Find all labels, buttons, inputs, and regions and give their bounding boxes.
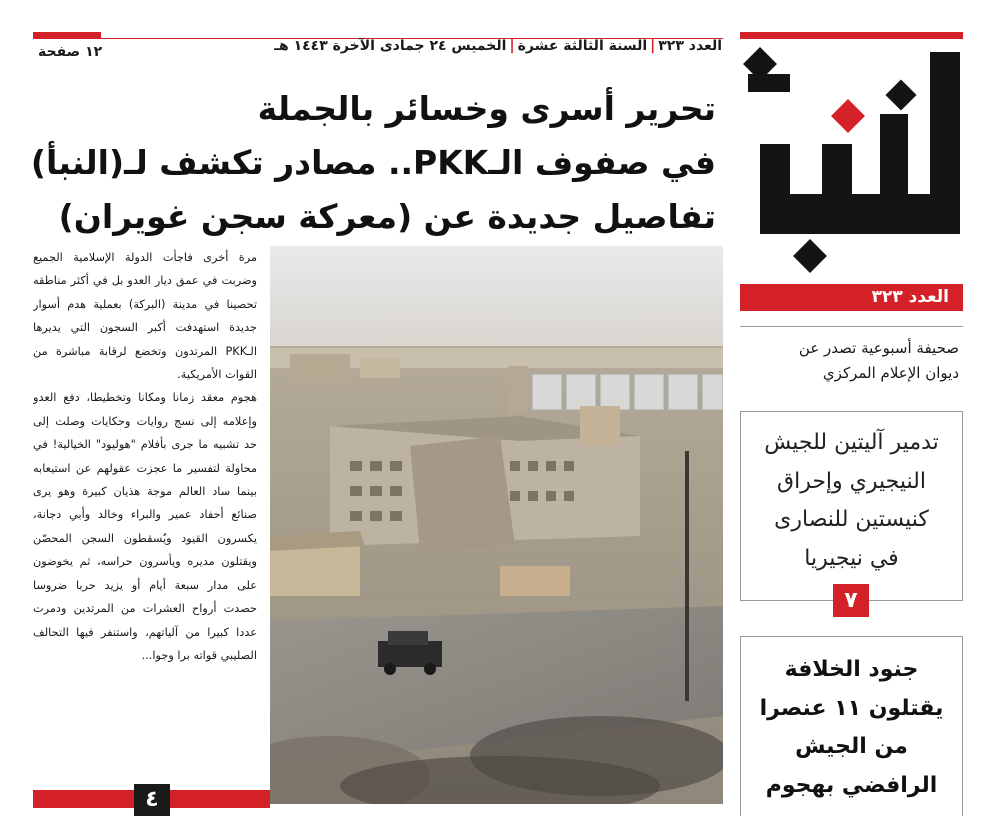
teaser-line: من الجيش (795, 734, 908, 759)
main-headline (30, 82, 716, 244)
headline-line-2: في صفوف الـPKK.. مصادر تكشف لـ(النبأ) (30, 143, 716, 182)
teaser-line: في نيجيريا (804, 545, 899, 571)
teaser-line: كنيستين للنصارى (774, 507, 929, 532)
teaser-text (741, 424, 962, 578)
teaser-line: جنود الخلافة (784, 657, 919, 682)
masthead-text: النبأ (850, 169, 852, 170)
teaser-line: النيجيري وإحراق (777, 468, 926, 494)
teaser-page-badge: ٧ (833, 584, 869, 617)
header-accent-bar (33, 32, 101, 39)
teaser-line: تدمير آليتين للجيش (764, 430, 939, 455)
teaser-line: يقتلون ١١ عنصرا (759, 695, 944, 721)
tagline-line-2: ديوان الإعلام المركزي (822, 364, 959, 382)
tagline-line-1: صحيفة أسبوعية تصدر عن (798, 339, 959, 357)
teaser-text (741, 651, 962, 805)
issue-meta (274, 38, 722, 54)
meta-separator: | (650, 38, 656, 54)
tagline (740, 336, 963, 386)
article-photo (270, 246, 723, 804)
issue-band: العدد ٣٢٣ (740, 284, 963, 311)
meta-separator: | (509, 38, 515, 54)
issue-date: الخميس ٢٤ جمادى الآخرة ١٤٤٣ هـ (274, 38, 507, 54)
page-number: ٤ (134, 784, 170, 816)
article-paragraph-1: مرة أخرى فاجأت الدولة الإسلامية الجميع وضربت في عمق ديار العدو بل في أكثر مناطقه تحصينا في مدينة (البركة) بعملية هدم أسوار جديدة استهدفت أكبر السجون التي يديرها الـPKK المرتدون وتخضع لرقابة مباشرة من القوات الأمريكية. (33, 251, 257, 382)
issue-year: السنة الثالثة عشرة (517, 38, 648, 54)
teaser-line: الرافضي بهجوم (765, 772, 938, 798)
page-count-label: ١٢ صفحة (38, 44, 103, 60)
issue-number: العدد ٣٢٣ (658, 38, 722, 54)
article-body (33, 246, 257, 776)
article-paragraph-2: هجوم معقد زمانا ومكانا وتخطيطا، دفع العدو وإعلامه إلى نسج روايات وحكايات وصلت إلى حد تشبيه ما جرى بأفلام "هوليود" الخيالية! في محاولة لتفسير ما عجزت عقولهم عن استيعابه بينما ساد العالم موجة هذيان كبيرة وهو يرى صنائع أحفاد عمير والبراء وخالد وأبي دجانة، يكسرون القيود ويُسقطون السجن المحصّن ويقتلون مديره ويأسرون حراسه، ثم يخوضون على مدار سبعة أيام أو يزيد حربا ضروسا حصدت أرواح العشرات من المرتدين ودمرت عددا كبيرا من آلياتهم، واستنفر فيها التحالف الصليبي قواته برا وجوا... (33, 391, 257, 662)
teaser-box-iraq[interactable] (740, 636, 963, 816)
sidebar-rule (740, 326, 963, 327)
headline-line-1: تحرير أسرى وخسائر بالجملة (257, 89, 716, 128)
headline-line-3: تفاصيل جديدة عن (معركة سجن غويران) (58, 197, 716, 236)
sidebar-accent-bar (740, 32, 963, 39)
masthead-logo (740, 44, 963, 274)
teaser-box-nigeria[interactable] (740, 411, 963, 601)
